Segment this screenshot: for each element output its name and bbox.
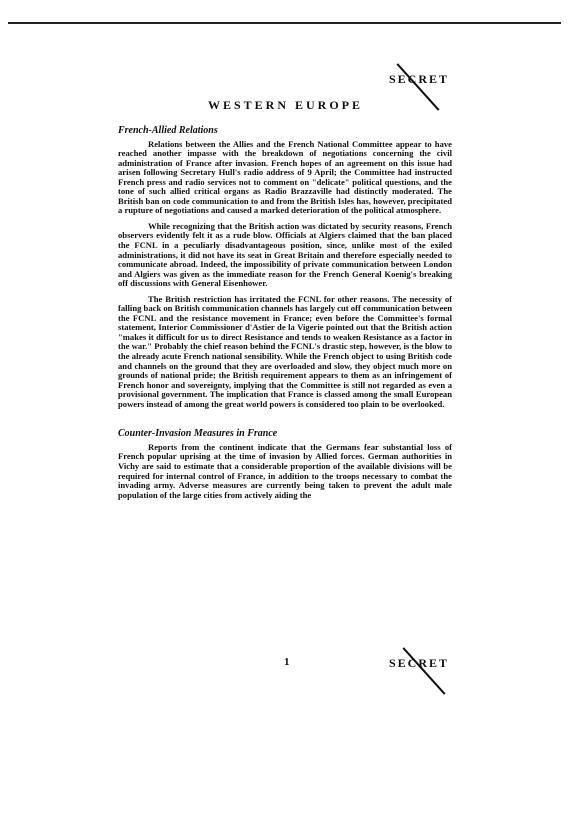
body-paragraph: Relations between the Allies and the French National Committee appear to have reached another impasse with the breakdown of negotiations concerning the civil administration of France after invasion. French hopes of an agreement on this issue had arisen following Secretary Hull's radio address of 9 April; the Committee had instructed French press and radio services not to comment on "delicate" political questions, and the tone of such allied critical organs as Radio Brazzaville had distinctly moderated. The British ban on code communication to and from the British Isles has, however, precipitated a rupture of negotiations and caused a marked deterioration of the political atmosphere. — [118, 138, 452, 216]
body-paragraph: Reports from the continent indicate that the Germans fear substantial loss of French popular uprising at the time of invasion by Allied forces. German authorities in Vichy are said to estimate that a considerable proportion of the available divisions will be required for internal control of France, in addition to the troops necessary to combat the invading army. Adverse measures are currently being taken to prevent the adult male population of the large cities from actively aiding the — [118, 441, 452, 500]
section-heading: French-Allied Relations — [118, 125, 218, 136]
body-paragraph: The British restriction has irritated the FCNL for other reasons. The necessity of falling back on British communication channels has largely cut off communication between the FCNL and the resistance movement in France; even before the Committee's formal statement, Interior Commissioner d'Astier de la Vigerie pointed out that the British action "makes it difficult for us to direct Resistance and tends to weaken Resistance as a factor in the war." Probably the chief reason behind the FCNL's drastic step, however, is the blow to the already acute French national sensibility. While the French object to using British code and channels on the ground that they are overloaded and slow, they object much more on grounds of national pride; the British requirement appears to them as an infringement of French honor and sovereignty, implying that the Committee is still not regarded as even a provisional government. The implication that France is classed among the small European powers instead of among the great world powers is considered too plain to be overlooked. — [118, 293, 452, 409]
classification-marking-bottom: SECRET — [388, 656, 449, 670]
section-gap — [118, 415, 452, 429]
section-heading: Counter-Invasion Measures in France — [118, 428, 278, 440]
scan-edge-line — [8, 22, 561, 24]
document-body — [118, 126, 452, 506]
classification-marking-top: SECRET — [388, 72, 449, 86]
page-title: WESTERN EUROPE — [207, 98, 364, 112]
page-number: 1 — [284, 656, 290, 668]
body-paragraph: While recognizing that the British action was dictated by security reasons, French observers evidently felt it as a rude blow. Officials at Algiers claimed that the ban placed the FCNL in a peculiarly disadvantageous position, since, unlike most of the exiled administrations, it did not have its seat in Great Britain and therefore especially needed to communicate abroad. Indeed, the impossibility of private communication between London and Algiers was given as the immediate reason for the French General Koenig's breaking off discussions with General Eisenhower. — [118, 220, 452, 289]
classification-strike-mark — [403, 647, 446, 694]
